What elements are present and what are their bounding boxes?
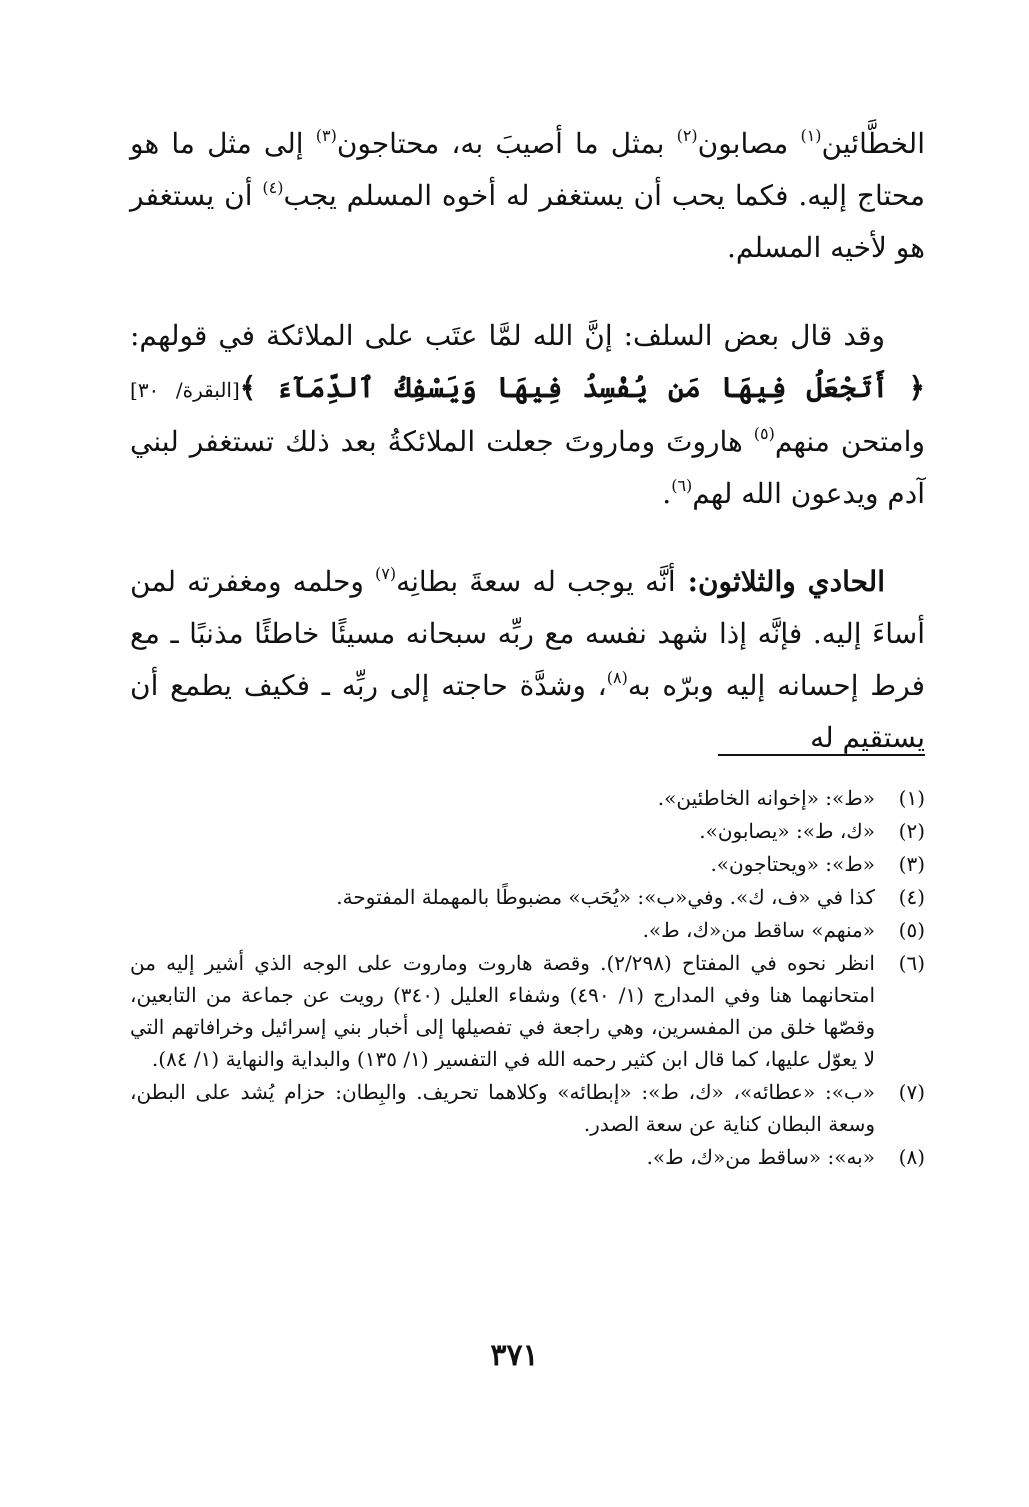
footnote-number: (١) [898,786,925,810]
footnote-number: (٨) [898,1145,925,1169]
verse-reference: [البقرة/ ٣٠] [130,378,240,402]
footnote [130,1076,925,1140]
text-run: إلى مثل ما هو محتاج إليه. فكما يحب أن يستغفر له أخوه المسلم يجب [130,127,925,212]
footnote-text: «به»: «ساقط من«ك، ط». [646,1145,875,1169]
footnote-number: (٥) [898,918,925,942]
footnote-text: «ط»: «إخوانه الخاطئين». [657,786,875,810]
text-run: بمثل ما أصيبَ به، محتاجون [336,127,677,160]
footnote-marker: (١) [800,126,822,145]
footnote-text: انظر نحوه في المفتاح (٢/٢٩٨). وقصة هاروت وماروت على الوجه الذي أشير إليه من امتحانهما هنا وفي المدارج (١/ ٤٩٠) وشفاء العليل (٣٤٠) رويت عن جماعة من التابعين، وقصّها خلق من المفسرين، وهي راجعة في تفصيلها إلى أخبار بني إسرائيل وخرافاتهم التي لا يعوّل عليها، كما قال ابن كثير رحمه الله في التفسير (١/ ١٣٥) والبداية والنهاية (١/ ٨٤). [130,951,875,1071]
footnote-text: كذا في «ف، ك». وفي«ب»: «يُحَب» مضبوطًا بالمهملة المفتوحة. [336,885,875,909]
text-run: أن يستغفر هو لأخيه المسلم. [130,179,925,264]
text-run: ، وشدَّة حاجته إلى ربِّه ـ فكيف يطمع أن يستقيم له [130,669,925,754]
section-heading: الحادي والثلاثون: [675,565,885,598]
footnote [130,848,925,880]
footnote-marker: (٦) [671,476,693,495]
text-run: أنَّه يوجب له سعةَ بطانِه [396,565,676,598]
footnote-text: «ط»: «ويحتاجون». [710,852,875,876]
paragraph-2 [130,310,925,520]
footnote-marker: (٨) [606,668,628,687]
footnote-marker: (٧) [375,564,397,583]
text-run: وقد قال بعض السلف: إنَّ الله لمَّا عتَب على الملائكة في قولهم: [130,319,886,352]
footnote [130,815,925,847]
main-text [130,118,925,764]
text-run: مصابون [697,127,801,160]
footnote-text: «منهم» ساقط من«ك، ط». [642,918,875,942]
footnote-number: (٢) [898,819,925,843]
footnote [130,947,925,1075]
footnote-number: (٤) [898,885,925,909]
footnote-number: (٦) [898,951,925,975]
footnote [130,914,925,946]
footnote-number: (٣) [898,852,925,876]
footnote [130,782,925,814]
text-run: وحلمه ومغفرته لمن أساءَ إليه. فإنَّه إذا شهد نفسه مع ربِّه سبحانه مسيئًا خاطئًا مذنبًا ـ مع فرط إحسانه إليه وبرّه به [130,565,925,702]
paragraph-3 [130,556,925,764]
footnote-separator [718,754,925,756]
footnote-text: «ك، ط»: «يصابون». [699,819,875,843]
text-run: وامتحن منهم [774,425,925,458]
footnote-text: «ب»: «عطائه»، «ك، ط»: «إبطائه» وكلاهما تحريف. والبِطان: حزام يُشد على البطن، وسعة البطان كناية عن سعة الصدر. [130,1080,875,1136]
footnote-marker: (٤) [262,178,284,197]
text-run: هاروتَ وماروتَ جعلت الملائكةُ بعد ذلك تستغفر لبني آدم ويدعون الله لهم [130,425,925,510]
footnote-number: (٧) [898,1080,925,1104]
footnotes-list [130,782,925,1174]
footnote [130,881,925,913]
paragraph-1 [130,118,925,274]
footnote-marker: (٣) [315,126,337,145]
text-run: الخطَّائين [821,127,925,160]
footnote [130,1141,925,1173]
text-run: . [662,477,672,510]
footnote-marker: (٥) [753,424,775,443]
page-number: ٣٧١ [490,1338,539,1373]
footnote-marker: (٢) [676,126,698,145]
quran-verse: ﴿ أَتَجْعَلُ فِيهَا مَن يُفْسِدُ فِيهَا وَيَسْفِكُ ٱلدِّمَآءَ ﴾ [239,371,926,404]
